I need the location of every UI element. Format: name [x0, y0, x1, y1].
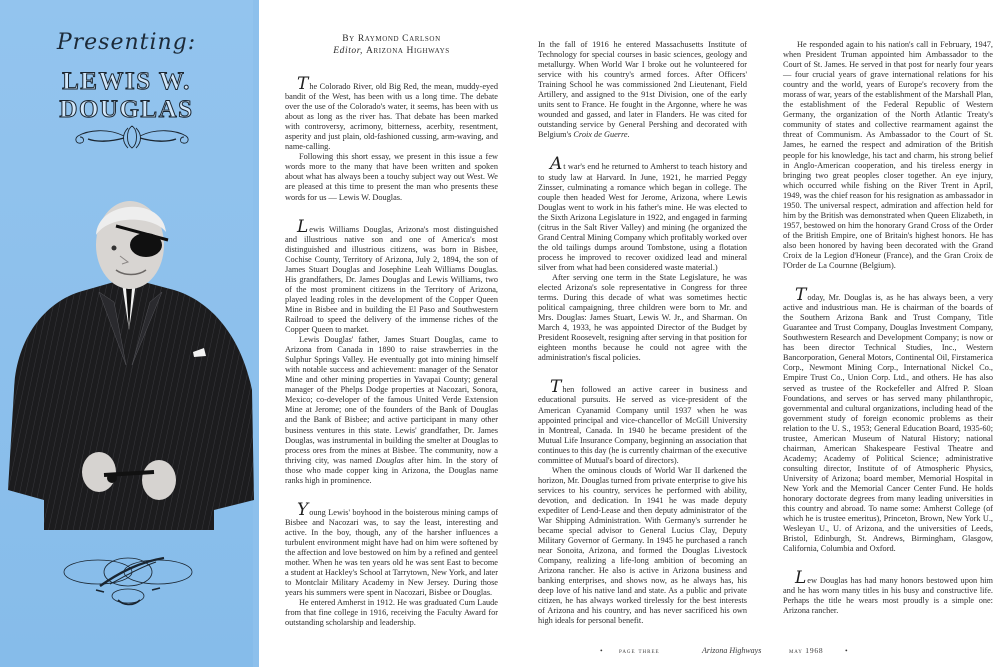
paragraph: After serving one term in the State Legislature, he was elected Arizona's sole representative in Congress for three terms. During this decade of what was sometimes hectic political campaigning, three children were born to Mr. and Mrs. Douglas: James Stuart, Lewis W. Jr., and Sharman. On March 4, 1933, he was appointed Director of the Budget by President Roosevelt, resigning after serving in that position for eighteen months because he could not agree with the administration's fiscal policies.	[538, 272, 747, 363]
paragraph-text: ewis Williams Douglas, Arizona's most distinguished and illustrious native son and one of America's most distinguished and illustrious citizens, was born in Bisbee, Cochise County, Territory of Arizona, July 2, 1894, the son of James Stuart Douglas and Josephine Leah Williams Douglas. His grandfathers, Dr. James Douglas and Lewis Williams, two of the most prominent citizens in the Territory of Arizona, played leading roles in the development of the Copper Queen Mine in Bisbee and in building the El Paso and Southwestern Railroad to speed the delivery of the immense riches of the Copper Queen to market.	[285, 224, 498, 335]
drop-cap: T	[297, 74, 309, 94]
paragraph-text: ew Douglas has had many honors bestowed upon him and he has worn many titles in his busy and constructive life. Perhaps the title he wears most proudly is a simple one: Arizona rancher.	[783, 576, 993, 616]
paragraph-text: hen followed an active career in business and educational pursuits. He served as vice-president of the American Cyanamid Company until 1937 when he was appointed principal and vice-chancellor of McGill University in Montreal, Canada. In 1940 he became president of the Mutual Life Insurance Company, beginning an association that continues to this day (he is currently chairman of the executive committee of Mutual's board of directors).	[538, 385, 747, 465]
drop-cap: A	[550, 154, 563, 175]
paragraph-text: Lewis Douglas' father, James Stuart Douglas, came to Arizona from Canada in 1890 to raise strawberries in the Sulphur Springs Valley. He eventually got into mining himself with notable success and achievement: manager of the Senator Mine and other mining properties in Yavapai County; general manager of the Phelps Dodge properties at Nacozari, Sonora, Mexico; co-developer of the famous United Verde Extension Mine at Jerome; one of the founders of the Bank of Douglas and the Bank of Bisbee; and active participant in many other business ventures in this state. Lewis' grandfather, Dr. James Douglas, was instrumental in building the smelter at Douglas to process ores from the mines at Bisbee. The community, now a thriving city, was named	[285, 335, 498, 465]
paragraph	[538, 377, 747, 465]
paragraph: Following this short essay, we present in this issue a few words more to the many that have been written and spoken about what has always been a touchy subject way out West. We are pleased at this time to present the man who presents these words for us — Lewis W. Douglas.	[285, 152, 498, 202]
footer-bullet: •	[600, 646, 603, 655]
presenting-heading: Presenting:	[56, 30, 197, 55]
footer-issue-date: may 1968	[789, 646, 824, 655]
paragraph-text: oung Lewis' boyhood in the boisterous mining camps of Bisbee and Nacozari was, to say the least, interesting and active. In the boy, though, any of the harsher influences a turbulent environment might have had on him were softened by the affection and love bestowed on him by a refined and genteel mother. When he was ten years old he was sent East to become a student at Hackley's School at Tarrytown, New York, and later to Montclair Military Academy in New Jersey. During those years his summers were spent in Nacozari, Bisbee or Douglas.	[285, 507, 498, 598]
italic-text: Croix de Guerre.	[573, 130, 630, 140]
drop-cap: T	[550, 377, 562, 398]
article-column-2	[538, 40, 747, 627]
paragraph-text: after him. In the story of those who made copper king in Arizona, the Douglas name ranks high in prominence.	[285, 455, 498, 485]
footer-bullet: •	[845, 646, 848, 655]
author-title-italic: Editor,	[333, 46, 364, 56]
footer-page-number: page three	[619, 646, 660, 655]
paragraph-text: t war's end he returned to Amherst to teach history and to study law at Harvard. In June, 1921, he married Peggy Zinsser, culminating a romance which began in college. The couple then headed West for Jerome, Arizona, where Lewis Douglas went to work in his father's mine. He was elected to the Sixth Arizona Legislature in 1922, and engaged in farming (citrus in the Salt River Valley) and mining (he organized the Grand Central Mining Company which profitably worked over the old tailings dumps around Tombstone, using a flotation process he improved to recover oxidized lead and mineral silver from what had been considered waste material.)	[538, 162, 747, 272]
paragraph-text: In the fall of 1916 he entered Massachusetts Institute of Technology for special courses in basic sciences, geology and metallurgy. When World War I broke out he volunteered for service with his country's armed forces. After Officers' Training School he was commissioned 2nd Lieutenant, Field Artillery, and assigned to the 91st Division, one of the early units sent to France. He fought in the Argonne, where he was wounded and gassed, and later in Flanders. He was cited for outstanding service by General Pershing and decorated with Belgium's	[538, 40, 747, 140]
flourish-ornament-bottom	[60, 552, 196, 610]
flourish-ornament-top	[68, 122, 196, 152]
article-title: LEWIS W. DOUGLAS	[59, 68, 194, 123]
paragraph	[538, 154, 747, 273]
page-footer	[600, 646, 1000, 660]
drop-cap: L	[297, 216, 309, 237]
drop-cap: L	[795, 568, 807, 589]
drop-cap: Y	[297, 499, 309, 520]
author-publication: Arizona Highways	[366, 46, 450, 56]
author-name: By Raymond Carlson	[342, 34, 441, 44]
paragraph: When the ominous clouds of World War II darkened the horizon, Mr. Douglas turned from private enterprise to give his services to his country, services he performed with ability, devotion, and dedication. In 1941 he was made deputy expediter of Lend-Lease and then deputy administrator of the War Shipping Administration. With Germany's surrender he became special advisor to General Lucius Clay, Deputy Military Governor of Germany. In 1945 he purchased a ranch near Sonoita, Arizona, and formed the Douglas Livestock Company, realizing a life-long ambition of becoming an Arizona rancher. He also is active in Arizona business and banking enterprises, and shows now, as he always has, his deep love of his native land and state. As a public and private citizen, he has always worked tirelessly for the best interests of Arizona and his country, and has never sacrificed his own high ideals for personal benefit.	[538, 465, 747, 626]
author-title	[285, 45, 498, 57]
article-column-1	[285, 74, 498, 628]
paragraph	[285, 74, 498, 152]
byline	[285, 33, 498, 57]
drop-cap: T	[795, 285, 807, 306]
article-column-3	[783, 40, 993, 616]
paragraph	[783, 568, 993, 616]
paragraph	[538, 40, 747, 140]
paragraph	[285, 335, 498, 486]
italic-text: Douglas	[375, 455, 404, 465]
footer-magazine-name: Arizona Highways	[702, 646, 762, 655]
paragraph	[783, 285, 993, 554]
paragraph-text: oday, Mr. Douglas is, as he has always been, a very active and industrious man. He is chairman of the boards of the Southern Arizona Bank and Trust Company, Title Guarantee and Trust Company, Douglas Investment Company, Southwestern Research and Development Company; is now or has been director Technical Studies, Inc., Western Bancorporation, General Motors, Continental Oil, Firstamerica Corp., Newmont Mining Corp., International Nickel Co., Empire Trust Co., Union Corp. Ltd., and others. He has also served as trustee of the Rockefeller and Alfred P. Sloan Foundations, and serves or has served many philanthropic, governmental and cultural organizations, including head of the government study of foreign economic problems as their relation to the U. S., 1953; General Education Board, 1935-60; trustee, American Museum of Natural History; national chairman, American Shakespeare Festival Theatre and Academy; Academy of Political Science; administrative consulting director, Institute of of Atmospheric Physics, University of Arizona; board member, Memorial Hospital in New York and the Memorial Cancer Center Fund. He holds honorary doctorate degrees from many leading universities in this country and abroad. To name some: Amherst College (of which he is trustee emeritus), Princeton, Brown, New York U., Wesleyan U., U. of Arizona, and the universities of Leeds, Bristol, Edinburgh, St. Andrews, Birmingham, Glasgow, California, Columbia and Oxford.	[783, 293, 993, 554]
paragraph-text: he Colorado River, old Big Red, the mean, muddy-eyed bandit of the West, has been with us a long time. The debate over the use of the Colorado's water, it seems, has been with us about as long as the river has. That debate has been marked with controversy, acrimony, bitterness, acerbity, resentment, asperity and just plain, old-fashioned cussing, arm-waving, and name-calling.	[285, 82, 498, 152]
paragraph: He entered Amherst in 1912. He was graduated Cum Laude from that fine college in 1916, receiving the Faculty Award for outstanding scholarship and leadership.	[285, 598, 498, 628]
portrait-photo	[4, 190, 254, 530]
paragraph: He responded again to his nation's call in February, 1947, when President Truman appointed him Ambassador to the Court of St. James. He served in that post for nearly four years — four crucial years of grave international relations for his country and the world, years of Europe's recovery from the morass of war, years of the establishment of the Marshall Plan, the establishment of the Federal Republic of Western Germany, the organization of the North Atlantic Treaty's community of states and collective rearmament against the threat of Communism. As Ambassador to the Court of St. James, he earned the respect and admiration of the British people for his knowledge, his tact and charm, his strong belief in Anglo-American cooperation, and his tireless energy in bringing two great peoples closer together. An eye injury, which occurred while fishing on the River Trent in April, 1949, was the chief reason for his resignation as ambassador in 1950. The universal respect, admiration and affection held for him by the British was demonstrated when Queen Elizabeth, in 1957, bestowed on him the honorary Grand Cross of the Order of the British Empire, one of Britain's highest honors. He has also been honored by having been decorated with the Grand Croix de la Legion d'Honeur (France), and the Gran Croix de l'Order de La Cournne (Belgium).	[783, 40, 993, 271]
paragraph	[285, 499, 498, 598]
paragraph	[285, 216, 498, 336]
